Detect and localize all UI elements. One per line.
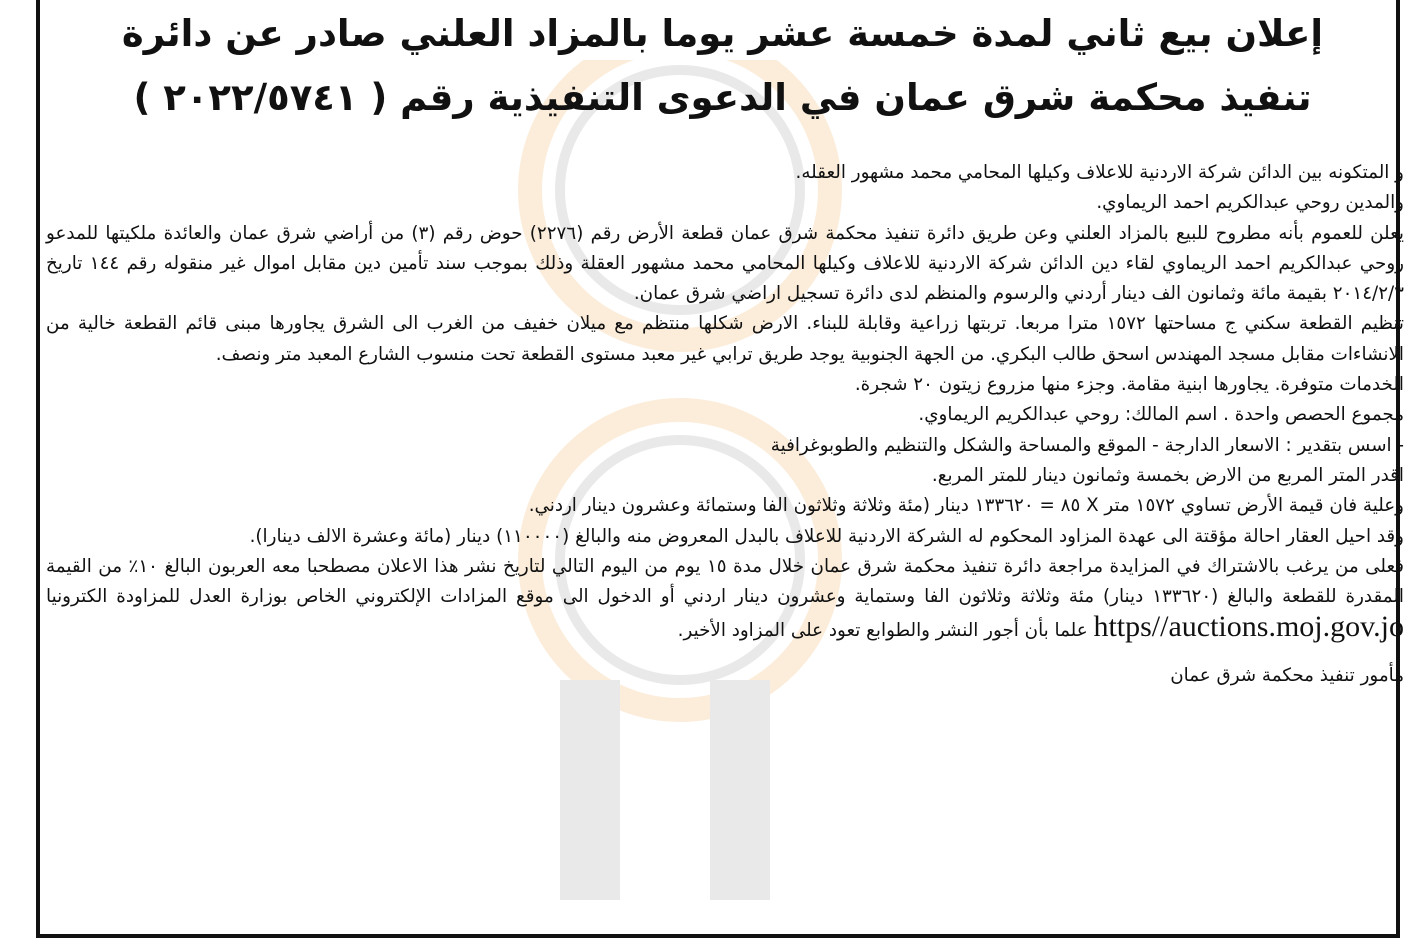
participation-text: فعلى من يرغب بالاشتراك في المزايدة مراجعة دائرة تنفيذ محكمة شرق عمان خلال مدة ١٥ يوم من اليوم التالي لتاريخ نشر هذا الاعلان مصطحبا معه العربون البالغ ١٠٪ من القيمة المقدرة للقطعة والبالغ (١٣٣٦٢٠ دينار) مئة وثلاثة وثلاثون الفا وستماية وعشرون دينار اردني أو الدخول الى موقع المزادات الإلكتروني الخاص بوزارة العدل للمزاودة الكترونيا (46, 555, 1405, 608)
paragraph-parties: و المتكونه بين الدائن شركة الاردنية للاعلاف وكيلها المحامي محمد مشهور العقله. (795, 162, 1404, 183)
paragraph-participation (46, 552, 1404, 647)
title-line-1: إعلان بيع ثاني لمدة خمسة عشر يوما بالمزاد العلني صادر عن دائرة (121, 12, 1324, 55)
paragraph-valuation-basis: - اسس بتقدير : الاسعار الدارجة - الموقع والمساحة والشكل والتنظيم والطوبوغرافية (770, 434, 1404, 456)
participation-text-end: علما بأن أجور النشر والطوابع تعود على المزاود الأخير. (677, 620, 1088, 642)
paragraph-price-per-meter: اقدر المتر المربع من الارض بخمسة وثمانون دينار للمتر المربع. (931, 464, 1404, 486)
title-line-2: تنفيذ محكمة شرق عمان في الدعوى التنفيذية رقم ( ٢٠٢٢/٥٧٤١ ) (133, 76, 1312, 119)
paragraph-land-description: تنظيم القطعة سكني ج مساحتها ١٥٧٢ مترا مربعا. تربتها زراعية وقابلة للبناء. الارض شكلها منتظم مع ميلان خفيف من الغرب الى الشرق يجاورها مبنى قائم القطعة خالية من الانشاءات مقابل مسجد المهندس اسحق طالب البكري. من الجهة الجنوبية يوجد طريق ترابي غير معبد مستوى القطعة تحت منسوب الشارع المعبد متر ونصف. (46, 313, 1404, 365)
auctions-link[interactable]: https//auctions.moj.gov.jo (1093, 610, 1404, 644)
notice-title (50, 2, 1395, 130)
paragraph-owner: مجموع الحصص واحدة . اسم المالك: روحي عبدالكريم الريماوي. (918, 404, 1404, 426)
paragraph-services: الخدمات متوفرة. يجاورها ابنية مقامة. وجزء منها مزروع زيتون ٢٠ شجرة. (854, 374, 1404, 396)
paragraph-announcement: يعلن للعموم بأنه مطروح للبيع بالمزاد العلني وعن طريق دائرة تنفيذ محكمة شرق عمان قطعة الأرض رقم (٢٢٧٦) حوض رقم (٣) من أراضي شرق عمان والعائدة ملكيتها للمدعو روحي عبدالكريم احمد الريماوي لقاء دين الدائن شركة الاردنية للاعلاف وكيلها المحامي محمد مشهور العقلة وذلك بموجب سند تأمين دين مقابل اموال غير منقوله رقم ١٤٤ تاريخ ٢٠١٤/٢/٣ بقيمة مائة وثمانون الف دينار أردني والرسوم والمنظم لدى دائرة تسجيل اراضي شرق عمان. (46, 222, 1404, 305)
signature: مأمور تنفيذ محكمة شرق عمان (1170, 664, 1404, 686)
paragraph-land-value: وعلية فان قيمة الأرض تساوي ١٥٧٢ متر X ٨٥ = ١٣٣٦٢٠ دينار (مئة وثلاثة وثلاثون الفا وستمائة وعشرون دينار اردني. (528, 495, 1404, 517)
notice-body (46, 158, 1404, 691)
paragraph-referral: وقد احيل العقار احالة مؤقتة الى عهدة المزاود المحكوم له الشركة الاردنية للاعلاف بالبدل المعروض منه والبالغ (١١٠٠٠٠) دينار (مائة وعشرة الالف دينارا). (249, 525, 1404, 547)
paragraph-debtor: والمدين روحي عبدالكريم احمد الريماوي. (1096, 192, 1404, 214)
